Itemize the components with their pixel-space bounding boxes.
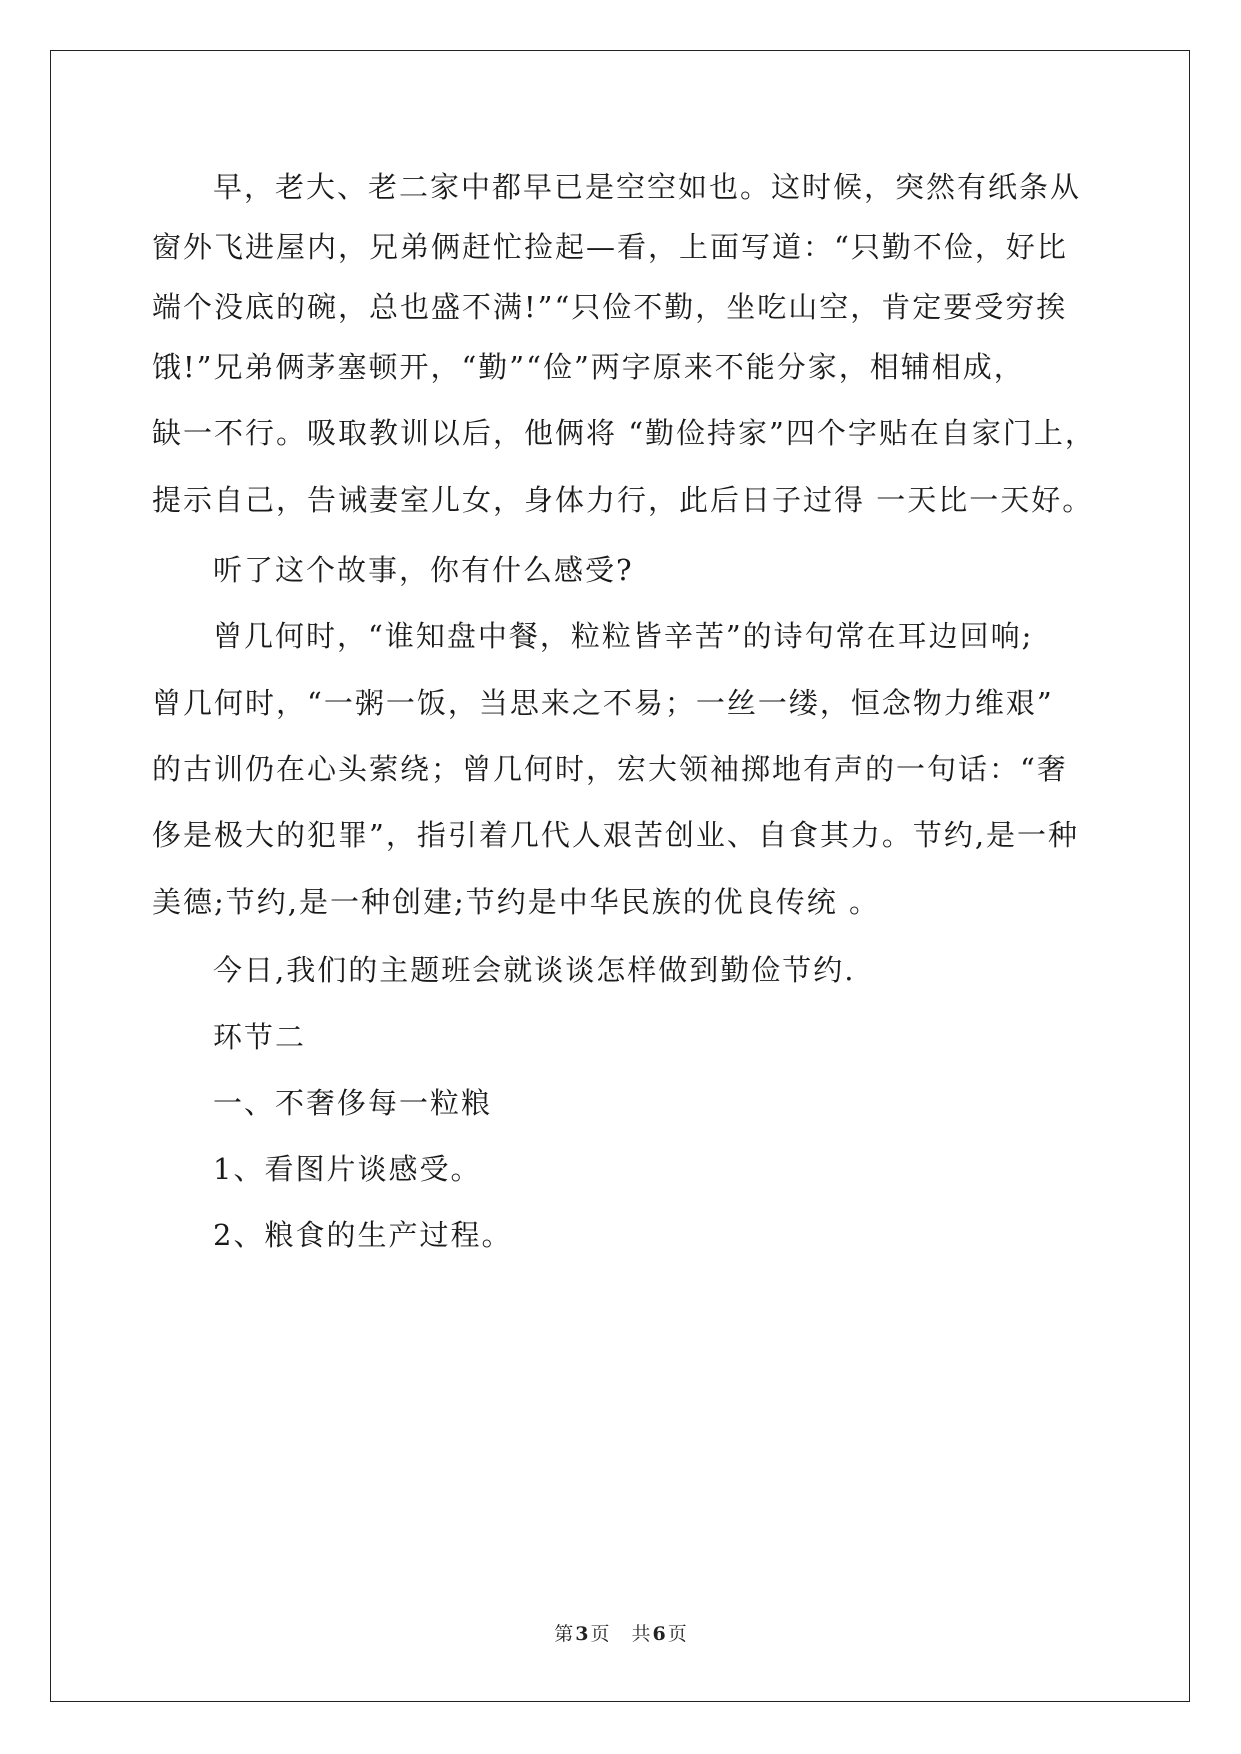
page-prefix: 第 [554, 1623, 574, 1645]
list-item: 1、看图片谈感受。 [213, 1152, 482, 1186]
page-footer [0, 1622, 1241, 1646]
total-prefix: 共 [631, 1623, 651, 1645]
page-total: 6 [652, 1623, 666, 1645]
paragraph-line: 侈是极大的犯罪”，指引着几代人艰苦创业、自食其力。节约,是一种 [152, 818, 1080, 852]
page-current: 3 [575, 1623, 589, 1645]
paragraph-line: 饿!”兄弟俩茅塞顿开，“勤”“俭”两字原来不能分家，相辅相成， [152, 350, 1025, 384]
paragraph-line: 窗外飞进屋内，兄弟俩赶忙捡起—看，上面写道：“只勤不俭，好比 [152, 230, 1068, 264]
paragraph-line: 曾几何时，“一粥一饭，当思来之不易；一丝一缕，恒念物力维艰” [152, 686, 1054, 720]
paragraph-line: 端个没底的碗，总也盛不满!”“只俭不勤，坐吃山空，肯定要受穷挨 [152, 290, 1068, 324]
paragraph-line: 的古训仍在心头萦绕；曾几何时，宏大领袖掷地有声的一句话：“奢 [152, 752, 1068, 786]
total-suffix: 页 [667, 1623, 687, 1645]
paragraph-line: 今日,我们的主题班会就谈谈怎样做到勤俭节约. [213, 953, 856, 987]
list-item: 2、粮食的生产过程。 [213, 1218, 513, 1252]
page-suffix: 页 [590, 1623, 610, 1645]
paragraph-line: 美德;节约,是一种创建;节约是中华民族的优良传统 。 [152, 885, 880, 919]
section-heading: 环节二 [213, 1020, 307, 1054]
paragraph-line: 曾几何时，“谁知盘中餐，粒粒皆辛苦”的诗句常在耳边回响; [213, 619, 1034, 653]
paragraph-line: 早，老大、老二家中都早已是空空如也。这时候，突然有纸条从 [213, 170, 1082, 204]
subsection-heading: 一、不奢侈每一粒粮 [213, 1086, 493, 1120]
paragraph-line: 提示自己，告诫妻室儿女，身体力行，此后日子过得 一天比一天好。 [152, 483, 1094, 517]
paragraph-line: 听了这个故事，你有什么感受? [213, 553, 634, 587]
paragraph-line: 缺一不行。吸取教训以后，他俩将 “勤俭持家”四个字贴在自家门上， [152, 416, 1096, 450]
